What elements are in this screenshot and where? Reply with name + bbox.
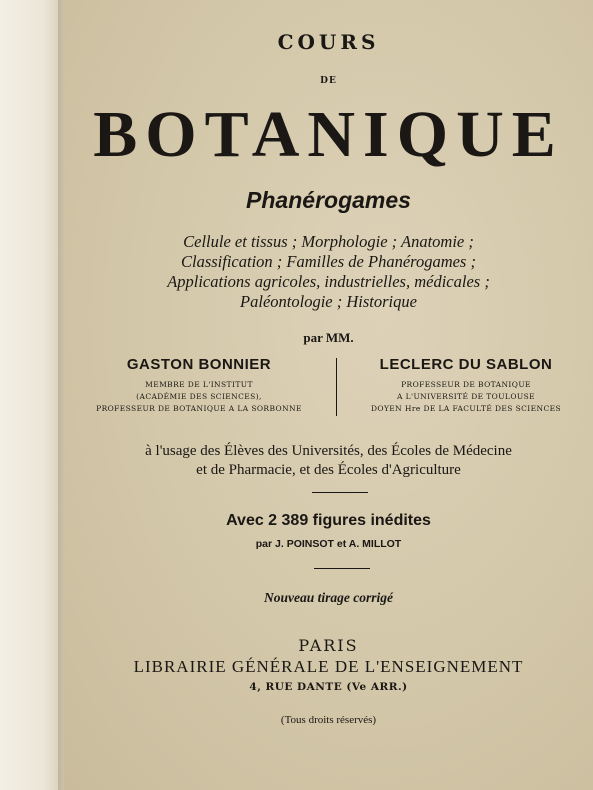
author-roles [69, 379, 329, 415]
topics-list [64, 232, 593, 312]
author-role-line: PROFESSEUR DE BOTANIQUE A LA SORBONNE [96, 404, 302, 413]
publisher-name: LIBRAIRIE GÉNÉRALE DE L'ENSEIGNEMENT [133, 657, 524, 676]
illustrators-line: par J. POINSOT et A. MILLOT [255, 538, 402, 550]
topic-line: Cellule et tissus ; Morphologie ; Anatomie ; [183, 232, 474, 251]
book-title: BOTANIQUE [93, 98, 564, 171]
author-name: GASTON BONNIER [126, 356, 272, 373]
figures-note: Avec 2 389 figures inédites [226, 512, 431, 529]
topic-line: Paléontologie ; Historique [240, 292, 417, 311]
title-page [64, 0, 593, 790]
author-name: LECLERC DU SABLON [379, 356, 553, 373]
topic-line: Classification ; Familles de Phanérogames ; [181, 252, 476, 271]
rights-notice: (Tous droits réservés) [280, 714, 377, 726]
book-subtitle: Phanérogames [246, 187, 411, 213]
topic-line: Applications agricoles, industrielles, médicales ; [167, 272, 490, 291]
separator-rule [314, 568, 370, 569]
author-roles [336, 379, 593, 415]
publisher-address: 4, RUE DANTE (Ve ARR.) [249, 681, 408, 693]
audience-line: et de Pharmacie, et des Écoles d'Agriculture [196, 462, 461, 478]
author-leclerc [336, 356, 593, 415]
publisher-city: PARIS [298, 636, 359, 655]
separator-rule [312, 492, 368, 493]
author-bonnier [69, 356, 329, 415]
title-prefix-de: DE [320, 76, 337, 86]
authors-block [64, 356, 593, 418]
by-line: par MM. [303, 330, 354, 345]
author-role-line: PROFESSEUR DE BOTANIQUE [401, 380, 531, 389]
title-prefix-cours: COURS [277, 30, 380, 54]
author-role-line: DOYEN Hre DE LA FACULTÉ DES SCIENCES [370, 404, 562, 413]
author-role-line: (ACADÉMIE DES SCIENCES), [136, 392, 262, 401]
author-role-line: MEMBRE DE L'INSTITUT [145, 380, 253, 389]
audience-line: à l'usage des Élèves des Universités, des Écoles de Médecine [145, 443, 512, 459]
edition-note: Nouveau tirage corrigé [264, 590, 393, 605]
author-role-line: A L'UNIVERSITÉ DE TOULOUSE [397, 392, 535, 401]
left-page [0, 0, 62, 790]
intended-audience [64, 442, 593, 480]
